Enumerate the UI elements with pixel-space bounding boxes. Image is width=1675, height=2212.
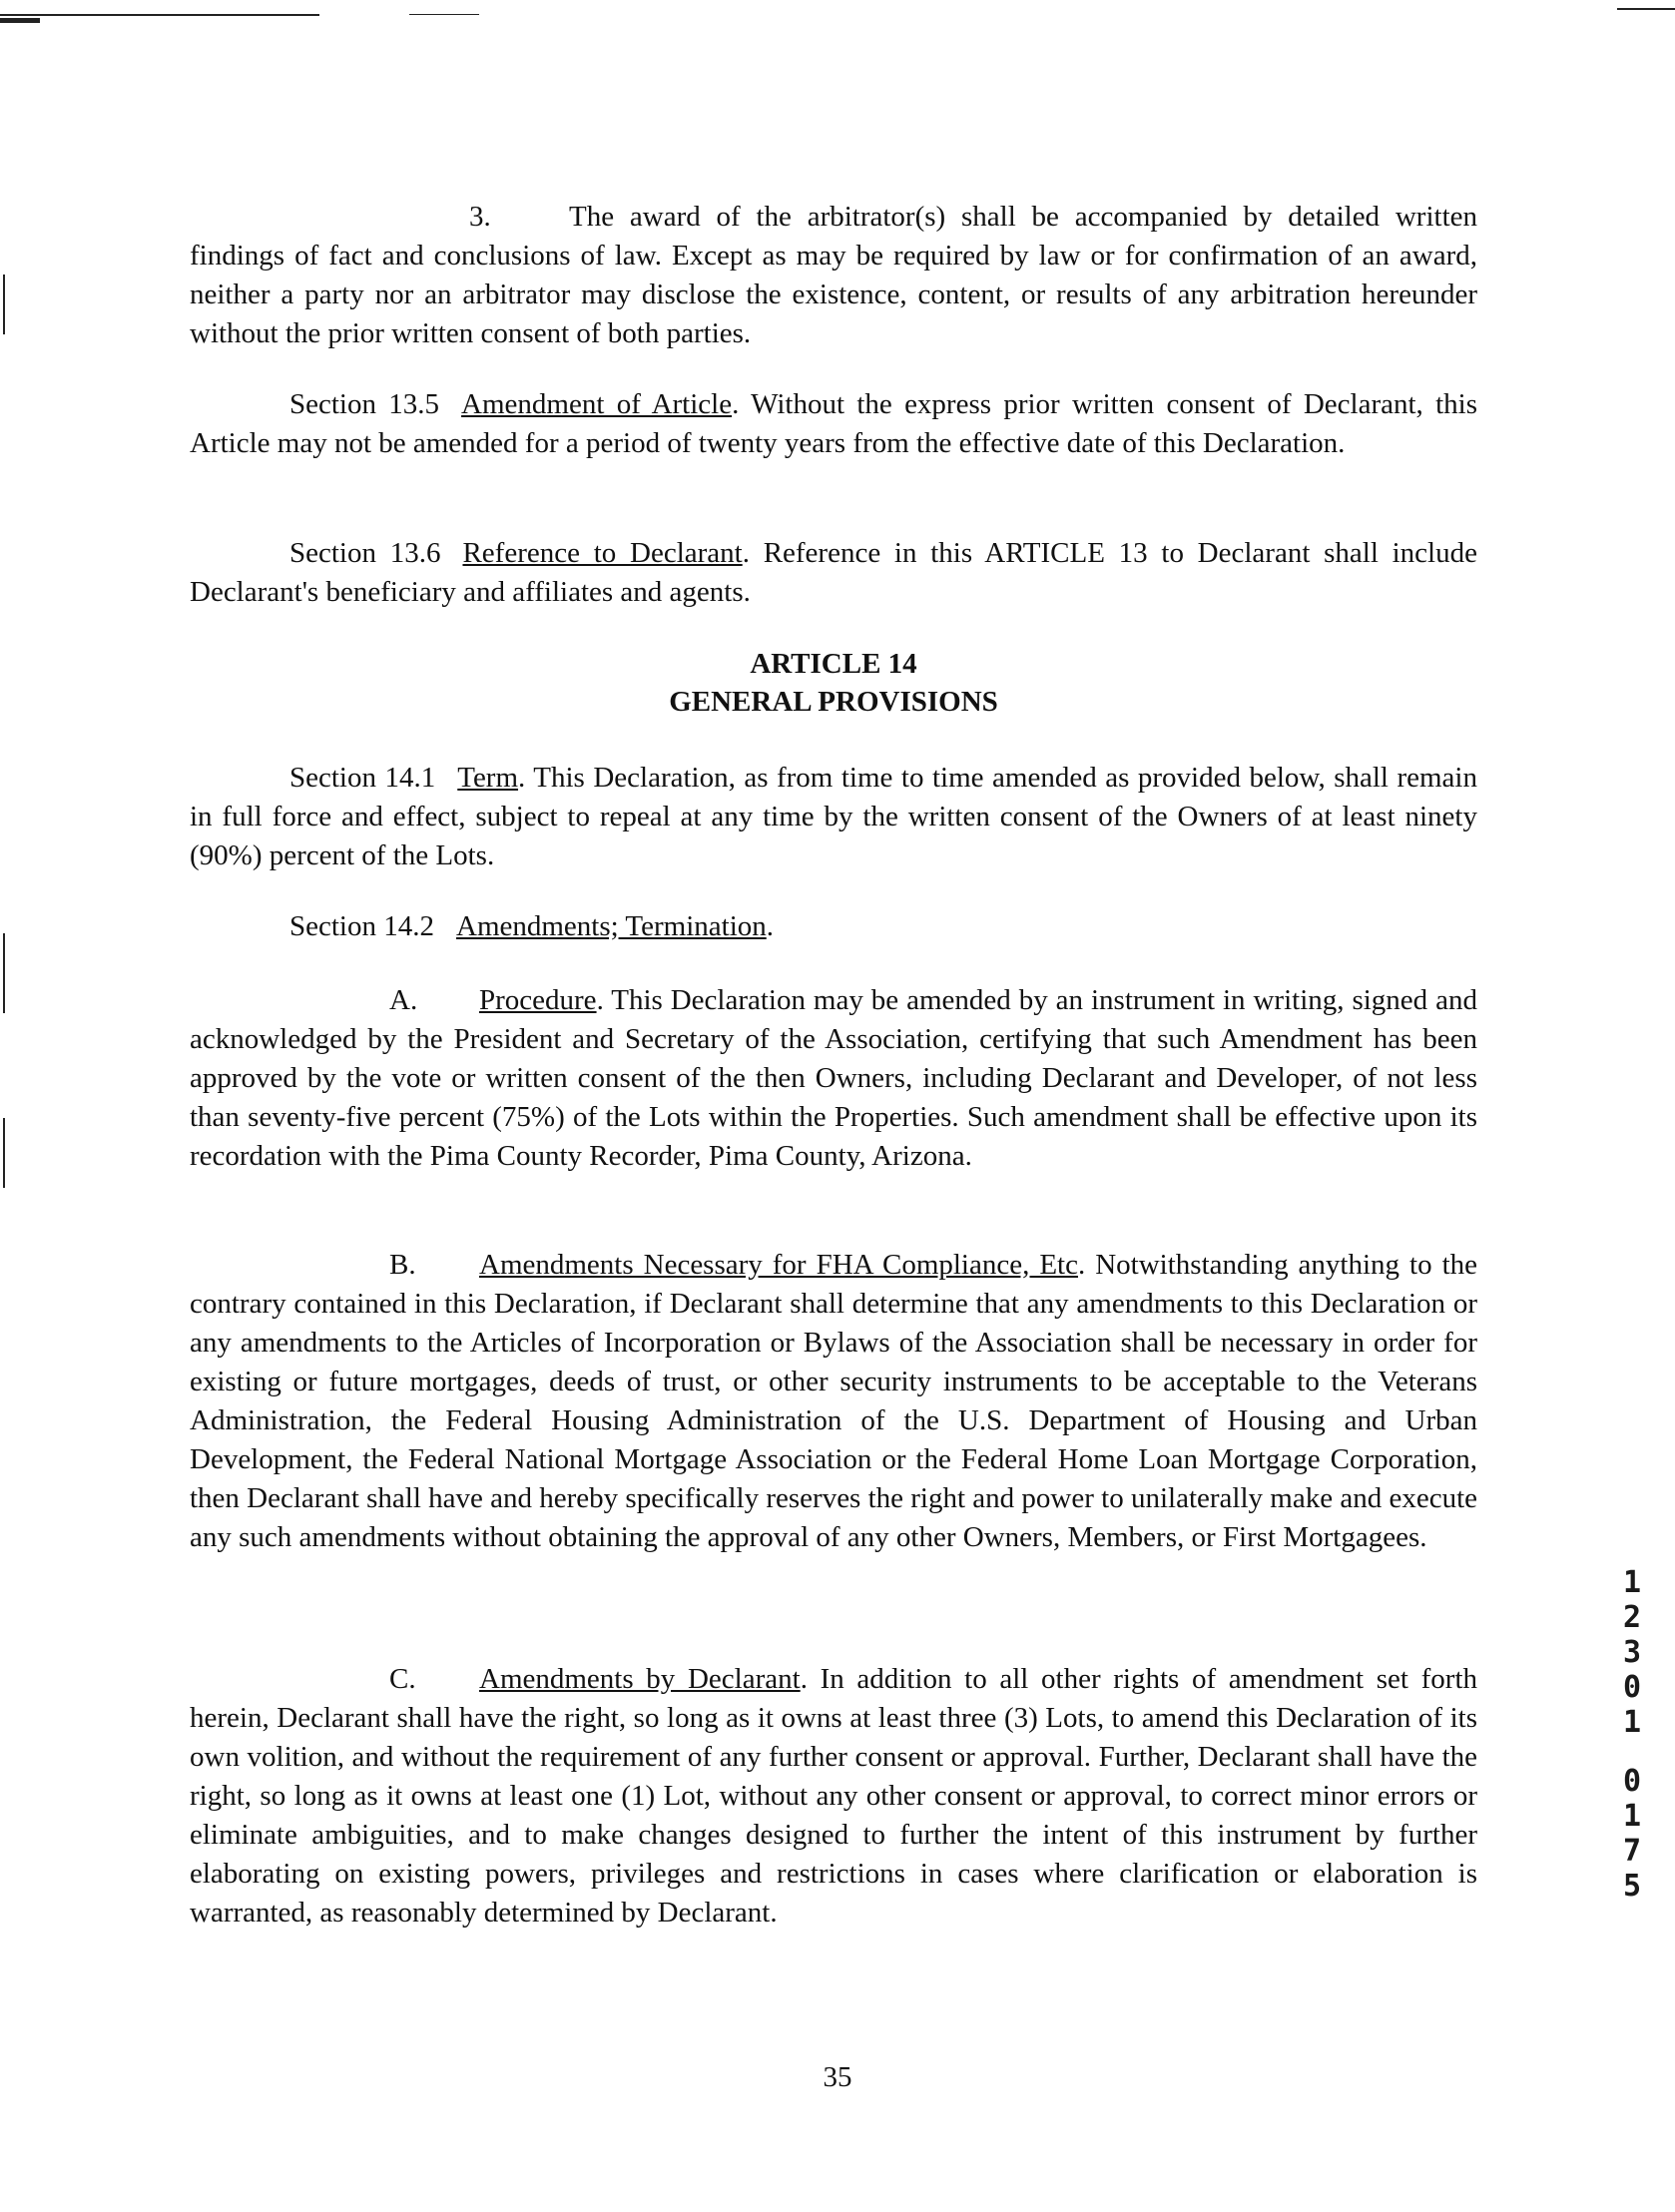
- subsection-c-text: In addition to all other rights of amendment set forth herein, Declarant shall have the right, so long as it owns at least three (3) Lots, to amend this Declaration of its own volition, and without the requirement of any further consent or approval. Further, Declarant shall have the right, so long as it owns at least one (1) Lot, without any other consent or approval, to correct minor errors or eliminate ambiguities, and to make changes designed to further the intent of this instrument by further elaborating on existing powers, privileges and restrictions in cases where clarification or elaboration is warranted, as reasonably determined by Declarant.: [190, 1663, 1478, 1929]
- section-13-6-title: Reference to Declarant: [462, 537, 743, 569]
- section-13-6: Section 13.6 Reference to Declarant. Reference in this ARTICLE 13 to Declarant shall include Declarant's beneficiary and affiliates and agents.: [190, 537, 1477, 608]
- recording-stamp-char: 0: [1622, 1764, 1642, 1799]
- recording-stamp-char: 0: [1622, 1670, 1642, 1705]
- subsection-b: B. Amendments Necessary for FHA Compliance, Etc. Notwithstanding anything to the contrary contained in this Declaration, if Declarant shall determine that any amendments to this Declaration or any amendments to the Articles of Incorporation or Bylaws of the Association shall be necessary in order for existing or future mortgages, deeds of trust, or other security instruments to be acceptable to the Veterans Administration, the Federal Housing Administration of the U.S. Department of Housing and Urban Development, the Federal National Mortgage Association or the Federal Home Loan Mortgage Corporation, then Declarant shall have and hereby specifically reserves the right and power to unilaterally make and execute any such amendments without obtaining the approval of any other Owners, Members, or First Mortgagees.: [190, 1246, 1477, 1557]
- subsection-a-label: A.: [389, 984, 418, 1016]
- recording-stamp-char: 1: [1622, 1565, 1642, 1600]
- scan-artifact-top-smudge: [0, 18, 40, 23]
- section-13-5: Section 13.5 Amendment of Article. Without the express prior written consent of Declarant, this Article may not be amended for a period of twenty years from the effective date of this Declaration.: [190, 388, 1477, 459]
- section-14-2-label: Section 14.2: [289, 910, 434, 942]
- subsection-c-label: C.: [389, 1663, 416, 1695]
- section-13-5-title: Amendment of Article: [461, 388, 733, 420]
- subsection-b-title: Amendments Necessary for FHA Compliance, Etc: [479, 1249, 1078, 1281]
- scan-artifact-margin-line-1: [3, 275, 5, 334]
- subsection-a: A. Procedure. This Declaration may be amended by an instrument in writing, signed and acknowledged by the President and Secretary of the Association, certifying that such Amendment has been approved by the vote or written consent of the then Owners, including Declarant and Developer, of not less than seventy-five percent (75%) of the Lots within the Properties. Such amendment shall be effective upon its recordation with the Pima County Recorder, Pima County, Arizona.: [190, 981, 1477, 1176]
- subsection-b-label: B.: [389, 1249, 416, 1281]
- section-13-5-label: Section 13.5: [289, 388, 440, 420]
- section-14-1-text: This Declaration, as from time to time amended as provided below, shall remain in full force and effect, subject to repeal at any time by the written consent of the Owners of at least ninety (90%) percent of the Lots.: [190, 762, 1477, 871]
- recording-stamp-char: 3: [1622, 1635, 1642, 1670]
- section-14-2-title: Amendments; Termination: [456, 910, 767, 942]
- scan-artifact-right-dash: [1617, 8, 1675, 10]
- recording-stamp-char: 1: [1622, 1799, 1642, 1834]
- article-number: ARTICLE 14: [750, 648, 917, 680]
- recording-stamp-char: 2: [1622, 1600, 1642, 1635]
- article-title: GENERAL PROVISIONS: [669, 686, 998, 718]
- scan-artifact-margin-line-2: [3, 933, 5, 1013]
- section-13-6-text: Reference in this ARTICLE 13 to Declarant shall include Declarant's beneficiary and affiliates and agents.: [190, 537, 1477, 608]
- section-14-2: Section 14.2 Amendments; Termination.: [289, 910, 774, 942]
- scan-artifact-margin-line-3: [3, 1118, 5, 1188]
- paragraph-3: [190, 198, 1477, 353]
- subsection-c: C. Amendments by Declarant. In addition to all other rights of amendment set forth herein, Declarant shall have the right, so long as it owns at least three (3) Lots, to amend this Declaration of its own volition, and without the requirement of any further consent or approval. Further, Declarant shall have the right, so long as it owns at least one (1) Lot, without any other consent or approval, to correct minor errors or eliminate ambiguities, and to make changes designed to further the intent of this instrument by further elaborating on existing powers, privileges and restrictions in cases where clarification or elaboration is warranted, as reasonably determined by Declarant.: [190, 1660, 1477, 1933]
- paragraph-3-label: 3.: [469, 201, 491, 233]
- section-13-5-text: Without the express prior written consent of Declarant, this Article may not be amended for a period of twenty years from the effective date of this Declaration.: [190, 388, 1477, 459]
- subsection-c-title: Amendments by Declarant: [479, 1663, 801, 1695]
- section-14-1-title: Term: [457, 762, 519, 794]
- section-14-1-label: Section 14.1: [289, 762, 436, 794]
- recording-stamp: [1617, 1565, 1647, 1904]
- subsection-a-title: Procedure: [479, 984, 597, 1016]
- subsection-a-text: This Declaration may be amended by an instrument in writing, signed and acknowledged by the President and Secretary of the Association, certifying that such Amendment has been approved by the vote or written consent of the then Owners, including Declarant and Developer, of not less than seventy-five percent (75%) of the Lots within the Properties. Such amendment shall be effective upon its recordation with the Pima County Recorder, Pima County, Arizona.: [190, 984, 1477, 1172]
- section-13-6-label: Section 13.6: [289, 537, 441, 569]
- subsection-b-text: Notwithstanding anything to the contrary contained in this Declaration, if Declarant shall determine that any amendments to this Declaration or any amendments to the Articles of Incorporation or Bylaws of the Association shall be necessary in order for existing or future mortgages, deeds of trust, or other security instruments to be acceptable to the Veterans Administration, the Federal Housing Administration of the U.S. Department of Housing and Urban Development, the Federal National Mortgage Association or the Federal Home Loan Mortgage Corporation, then Declarant shall have and hereby specifically reserves the right and power to unilaterally make and execute any such amendments without obtaining the approval of any other Owners, Members, or First Mortgagees.: [190, 1249, 1477, 1553]
- section-14-1: Section 14.1 Term. This Declaration, as from time to time amended as provided below, shall remain in full force and effect, subject to repeal at any time by the written consent of the Owners of at least ninety (90%) percent of the Lots.: [190, 762, 1477, 871]
- recording-stamp-char: 5: [1622, 1869, 1642, 1904]
- article-heading: [190, 645, 1477, 721]
- recording-stamp-char: 1: [1622, 1705, 1642, 1740]
- scan-artifact-top-dash: [409, 14, 479, 15]
- recording-stamp-char: 7: [1622, 1834, 1642, 1869]
- scan-artifact-top-line: [0, 14, 319, 16]
- recording-stamp-char: [1617, 1740, 1647, 1764]
- paragraph-3-text: The award of the arbitrator(s) shall be accompanied by detailed written findings of fact and conclusions of law. Except as may be required by law or for confirmation of an award, neither a party nor an arbitrator may disclose the existence, content, or results of any arbitration hereunder without the prior written consent of both parties.: [190, 201, 1477, 349]
- page-number: 35: [823, 2061, 852, 2093]
